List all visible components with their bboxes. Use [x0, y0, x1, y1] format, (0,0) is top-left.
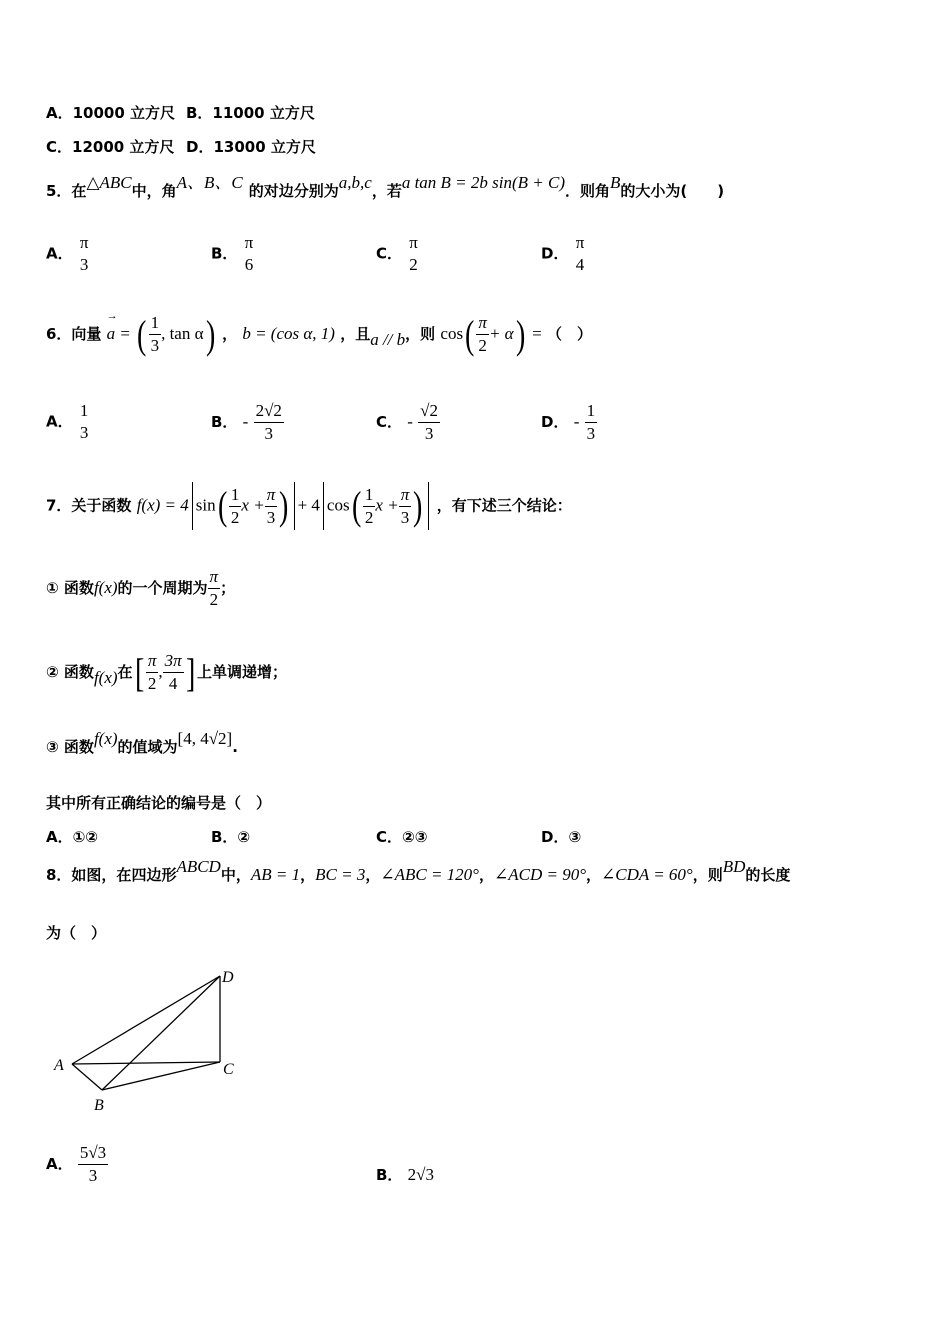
q4-option-b: B．11000 立方尺: [186, 104, 315, 122]
q6-plus-alpha: + α: [488, 324, 514, 343]
q5-triangle: △ABC: [86, 173, 132, 192]
q8-bc: BC = 3: [315, 865, 366, 884]
q5-option-b-label: B．: [211, 244, 238, 263]
q5-option-d-fraction: π 4: [575, 233, 585, 274]
q7-statement-3: ③ 函数f(x)的值域为[4, 4√2].: [46, 729, 238, 756]
q8-abcd: ABCD: [176, 857, 221, 876]
q7-statement-2: ② 函数f(x)在[ $\frac{\pi}{2}$ , $\frac{3\pi}{4}$ ] 上单调递增；: [46, 649, 288, 695]
q7-cos: cos: [326, 495, 350, 515]
edge-ab: [72, 1064, 102, 1090]
edge-bd: [102, 976, 220, 1090]
q5-equation: a tan B = 2b sin(B + C): [401, 173, 566, 192]
q5-option-d-label: D．: [541, 244, 569, 263]
q5-option-c-label: C．: [376, 244, 403, 263]
q6-comma: ，: [222, 325, 238, 343]
q6-vector-a: → a: [106, 310, 118, 343]
q4-option-a: A．10000 立方尺: [46, 104, 176, 122]
q8-option-a: A． $\frac{5√3}{3}$: [46, 1143, 107, 1185]
q8-bd: BD: [722, 857, 746, 876]
q8-angle-cda: ∠CDA = 60°: [601, 865, 693, 884]
q6-option-a: A． 1 3: [46, 401, 89, 442]
q5-option-a-fraction: π 3: [79, 233, 89, 274]
q8-angle-acd: ∠ACD = 90°: [493, 865, 586, 884]
label-a: A: [54, 1057, 64, 1074]
q5-option-d: [541, 232, 586, 276]
q6-vector-b: b = (cos α, 1): [242, 324, 335, 343]
q5-suffix: 的大小为( ): [620, 182, 725, 200]
q5-mid4: ．则角: [565, 182, 611, 200]
q7-statement-1: ① 函数f(x)的一个周期为 $\frac{\pi}{2}$ ；: [46, 567, 236, 609]
q5-option-a-label: A．: [46, 244, 73, 263]
label-b: B: [94, 1097, 104, 1114]
q5-option-b: [211, 232, 255, 276]
q6-equals: =: [120, 324, 130, 343]
q8-angle-abc: ∠ABC = 120°: [380, 865, 479, 884]
q5-angle-b: B: [610, 173, 621, 192]
q8-figure: [46, 962, 246, 1118]
q5-mid1: 中，角: [131, 182, 177, 200]
q5-stem: [46, 173, 725, 201]
q5-sides: a,b,c: [338, 173, 372, 192]
q8-ab: AB = 1: [250, 865, 301, 884]
q6-then: ，则: [405, 325, 436, 343]
q6-cos: cos: [440, 324, 464, 343]
label-d: D: [222, 969, 234, 986]
q6-option-d: D． - $\frac{1}{3}$: [541, 401, 596, 443]
q8-stem-line2: 为（ ）: [46, 924, 107, 942]
q7-option-d: D．③: [541, 828, 582, 846]
q4-option-d: D．13000 立方尺: [186, 138, 316, 156]
q5-mid2: 的对边分别为: [248, 182, 339, 200]
q6-prefix: 6．向量: [46, 325, 102, 343]
q7-prefix: 7．关于函数: [46, 496, 132, 515]
q6-tan: , tan α: [161, 324, 204, 343]
edge-bc: [102, 1062, 220, 1090]
q5-prefix: 5．在: [46, 182, 87, 200]
q7-stem: 7．关于函数 f(x) = 4 sin( $\frac{1}{2}$ x + $\frac{\pi}{3}$ ) + 4 cos( $\frac{1}{2}$ x + $\frac{\pi}{3}$ ) ，有下述三个结论：: [46, 483, 572, 528]
q4-option-c: C．12000 立方尺: [46, 138, 175, 156]
label-c: C: [223, 1061, 234, 1078]
q6-equals-2: =: [532, 324, 542, 343]
q7-option-b: B．②: [211, 828, 251, 846]
q5-option-c-fraction: π 2: [409, 233, 418, 274]
q7-option-c: C．②③: [376, 828, 428, 846]
q7-option-a: A．①②: [46, 828, 99, 846]
q6-blank: （ ）: [546, 325, 592, 343]
edge-ac: [72, 1062, 220, 1064]
q6-stem: 6．向量 → a = ( $\frac{1}{3}$ , tan α) ， b = (cos α, 1) ，且a // b，则 cos( $\frac{\pi}{2}$ + α) = （ ）: [46, 310, 592, 357]
q7-sin: sin: [195, 495, 216, 515]
q5-mid3: ，若: [371, 182, 402, 200]
q5-angles: A、B、C: [176, 173, 243, 192]
q7-question: 其中所有正确结论的编号是（ ）: [46, 794, 272, 812]
q8-option-b: B． 2√3: [376, 1165, 435, 1184]
q6-fraction: $\frac{1}{3}$: [150, 313, 160, 355]
q7-fx: f(x) = 4: [136, 495, 189, 515]
q6-mid: ，且: [340, 325, 371, 343]
q5-option-c: [376, 232, 420, 276]
edge-ad: [72, 976, 220, 1064]
q8-stem: 8．如图，在四边形ABCD中，AB = 1，BC = 3，∠ABC = 120°，∠ACD = 90°，∠CDA = 60°，则BD的长度: [46, 857, 791, 884]
q6-option-c: C． - $\frac{√2}{3}$: [376, 401, 438, 443]
q7-suffix: ，有下述三个结论：: [436, 496, 572, 515]
q5-option-b-fraction: π 6: [244, 233, 254, 274]
q6-pi-fraction: $\frac{\pi}{2}$: [478, 313, 487, 355]
q5-option-a: [46, 232, 90, 276]
q6-parallel: a // b: [370, 330, 406, 349]
q7-plus4: + 4: [297, 495, 320, 515]
q6-option-b: B． - $\frac{2√2}{3}$: [211, 401, 282, 443]
